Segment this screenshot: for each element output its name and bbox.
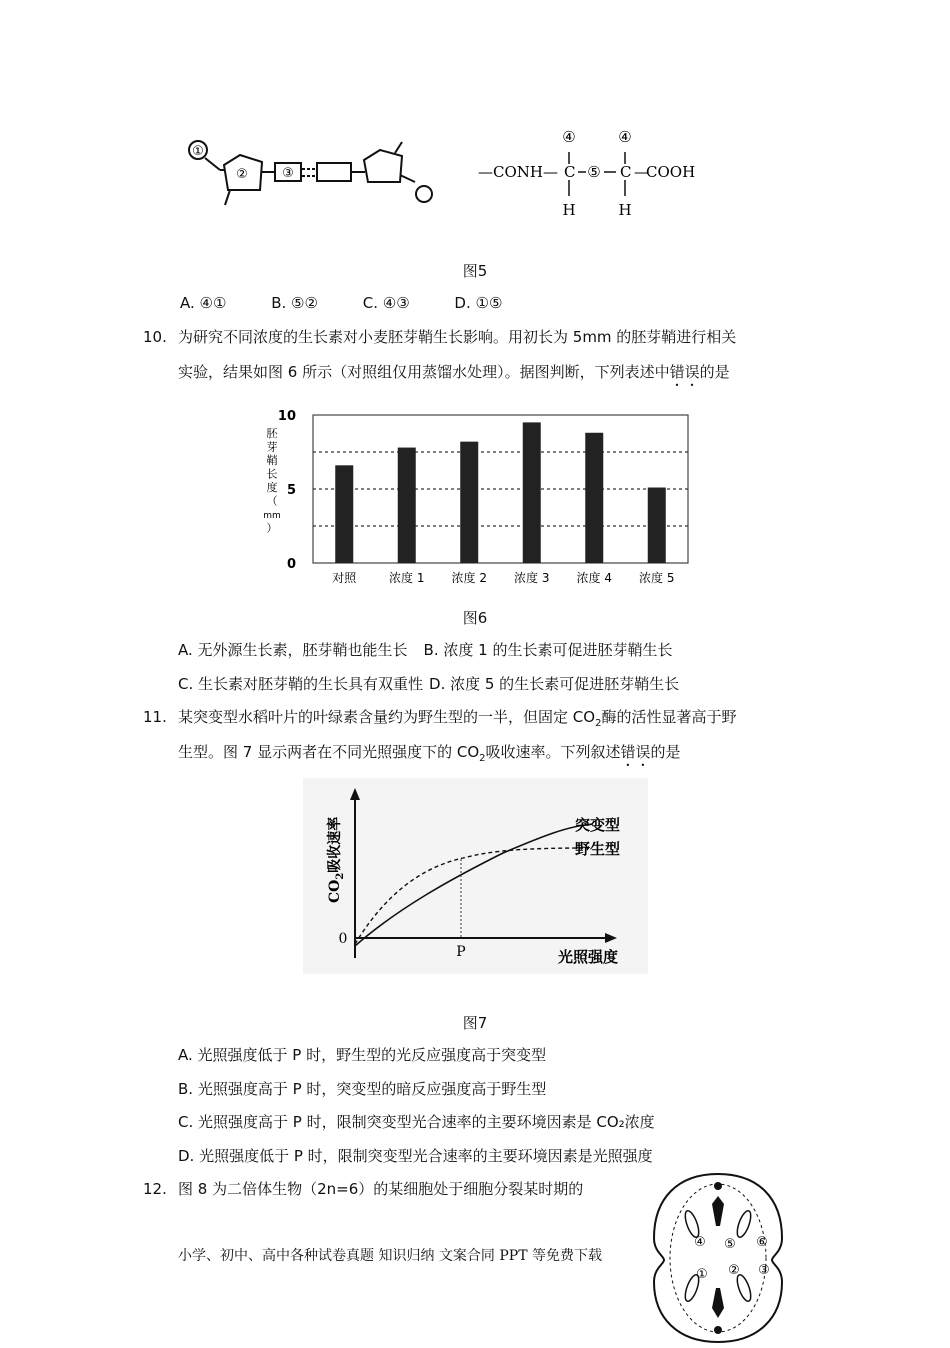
- figure-7-caption: 图7: [462, 1014, 488, 1032]
- fig8-label-6: ⑥: [756, 1235, 768, 1250]
- fig8-label-2: ②: [728, 1263, 740, 1278]
- fig8-label-1: ①: [696, 1267, 708, 1282]
- y-axis-label-char-6: mm: [263, 511, 281, 521]
- y-axis-label: [326, 817, 346, 903]
- y-axis-label-char-7: ）: [266, 521, 278, 535]
- formula-cooh: COOH: [646, 163, 696, 181]
- y-tick-label-2: 10: [277, 409, 296, 424]
- formula-label-4b: ④: [618, 128, 632, 146]
- q10-options-row-1: [178, 640, 672, 660]
- q11-option-b[interactable]: B. 光照强度高于 P 时，突变型的暗反应强度高于野生型: [178, 1080, 547, 1098]
- q12-number: 12.: [143, 1180, 167, 1198]
- formula-h2: H: [618, 201, 632, 219]
- q11-line-2-sub: 2: [479, 753, 486, 764]
- bar-2: [460, 442, 478, 563]
- fig8-label-4: ④: [694, 1235, 706, 1250]
- q10-option-a[interactable]: A. 无外源生长素，胚芽鞘也能生长: [178, 641, 408, 659]
- x-tick-label-4: 浓度 4: [576, 571, 612, 585]
- y-axis-label-char-2: 鞘: [266, 454, 278, 467]
- y-axis-label-char-4: 度: [266, 481, 278, 494]
- q10-option-c[interactable]: C. 生长素对胚芽鞘的生长具有双重性: [178, 675, 424, 693]
- q10-option-b[interactable]: B. 浓度 1 的生长素可促进胚芽鞘生长: [423, 641, 673, 659]
- wild-type-curve: [355, 848, 588, 944]
- footer-text: 小学、初中、高中各种试卷真题 知识归纳 文案合同 PPT 等免费下载: [178, 1248, 602, 1264]
- q9-options: [180, 293, 542, 313]
- x-tick-label-0: 对照: [332, 571, 357, 585]
- legend-mutant: 突变型: [575, 816, 621, 834]
- q10-emphasis: 错误: [669, 363, 700, 381]
- q11-line-2-b: 吸收速率。下列叙述: [485, 743, 621, 761]
- q11-option-d[interactable]: D. 光照强度低于 P 时，限制突变型光合速率的主要环境因素是光照强度: [178, 1147, 653, 1165]
- x-tick-label-2: 浓度 2: [451, 571, 487, 585]
- figure-6-chart: [258, 405, 698, 590]
- q11-line-2-post: 的是: [650, 743, 681, 761]
- q11-line-1: [178, 707, 736, 734]
- label-1: ①: [192, 144, 204, 159]
- chart-6-svg: [258, 405, 698, 590]
- x-tick-label-1: 浓度 1: [389, 571, 425, 585]
- x-tick-label-5: 浓度 5: [639, 571, 675, 585]
- q10-line-2-post: 的是: [699, 363, 730, 381]
- y-axis-label-sub: 2: [335, 872, 346, 880]
- label-3: ③: [282, 166, 294, 181]
- y-axis-label-char-0: 胚: [266, 427, 278, 440]
- q11-option-c[interactable]: C. 光照强度高于 P 时，限制突变型光合速率的主要环境因素是 CO₂浓度: [178, 1113, 655, 1131]
- legend-wild: 野生型: [575, 840, 621, 858]
- formula-c1: C: [564, 163, 576, 181]
- formula-h1: H: [562, 201, 576, 219]
- bar-1: [398, 448, 416, 563]
- q10-options-row-2: [178, 674, 679, 694]
- q11-line-1-b: 酶的活性显著高于野: [601, 708, 737, 726]
- figure-5-diagram: [180, 120, 720, 230]
- q10-line-2: [178, 362, 730, 390]
- y-axis-label-char-1: 芽: [266, 440, 278, 454]
- q10-option-d[interactable]: D. 浓度 5 的生长素可促进胚芽鞘生长: [429, 675, 680, 693]
- q9-option-b[interactable]: B. ⑤②: [271, 294, 318, 312]
- q11-emphasis: 错误: [620, 743, 651, 761]
- bar-4: [585, 433, 603, 563]
- formula-c2: C: [620, 163, 632, 181]
- figure-7-svg: [303, 778, 648, 974]
- formula-conh: —CONH—: [478, 163, 558, 181]
- origin-label: 0: [338, 931, 348, 947]
- figure-5: [180, 120, 720, 230]
- q11-number: 11.: [143, 708, 167, 726]
- y-tick-label-1: 5: [286, 483, 296, 498]
- q11-line-2: [178, 742, 681, 770]
- q9-option-a[interactable]: A. ④①: [180, 294, 227, 312]
- figure-8: [648, 1168, 788, 1344]
- y-axis-label-char-3: 长: [266, 467, 278, 481]
- fig8-label-3: ③: [758, 1263, 770, 1278]
- q10-number: 10.: [143, 328, 167, 346]
- figure-7: [303, 778, 648, 974]
- y-axis-label-post: 吸收速率: [327, 816, 343, 873]
- q9-option-c[interactable]: C. ④③: [362, 294, 410, 312]
- figure-8-svg: [648, 1168, 788, 1344]
- formula-dash: —: [634, 163, 649, 181]
- bar-0: [335, 465, 353, 563]
- y-tick-label-0: 0: [286, 557, 296, 572]
- formula-label-5: ⑤: [587, 163, 601, 181]
- figure-5-caption: 图5: [462, 262, 488, 280]
- y-axis-label-char-5: （: [266, 494, 278, 508]
- q11-line-1-sub: 2: [595, 718, 602, 729]
- bar-3: [523, 422, 541, 563]
- q10-line-1: 为研究不同浓度的生长素对小麦胚芽鞘生长影响。用初长为 5mm 的胚芽鞘进行相关: [178, 328, 737, 346]
- q12-text: 图 8 为二倍体生物（2n=6）的某细胞处于细胞分裂某时期的: [178, 1180, 584, 1198]
- q11-line-2-a: 生型。图 7 显示两者在不同光照强度下的 CO: [178, 743, 480, 761]
- q11-line-1-a: 某突变型水稻叶片的叶绿素含量约为野生型的一半，但固定 CO: [178, 708, 596, 726]
- figure-6-caption: 图6: [462, 609, 488, 627]
- p-label: P: [456, 944, 466, 960]
- fig8-label-5: ⑤: [724, 1237, 736, 1252]
- q9-option-d[interactable]: D. ①⑤: [454, 294, 503, 312]
- y-axis-label-pre: CO: [327, 879, 343, 903]
- mutant-curve: [355, 824, 593, 946]
- x-tick-label-3: 浓度 3: [514, 571, 550, 585]
- bar-5: [648, 488, 666, 563]
- q11-option-a[interactable]: A. 光照强度低于 P 时，野生型的光反应强度高于突变型: [178, 1046, 547, 1064]
- formula-label-4a: ④: [562, 128, 576, 146]
- q10-line-2-pre: 实验，结果如图 6 所示（对照组仅用蒸馏水处理）。据图判断，下列表述中: [178, 363, 670, 381]
- x-axis-label: 光照强度: [558, 948, 619, 966]
- label-2: ②: [236, 167, 248, 182]
